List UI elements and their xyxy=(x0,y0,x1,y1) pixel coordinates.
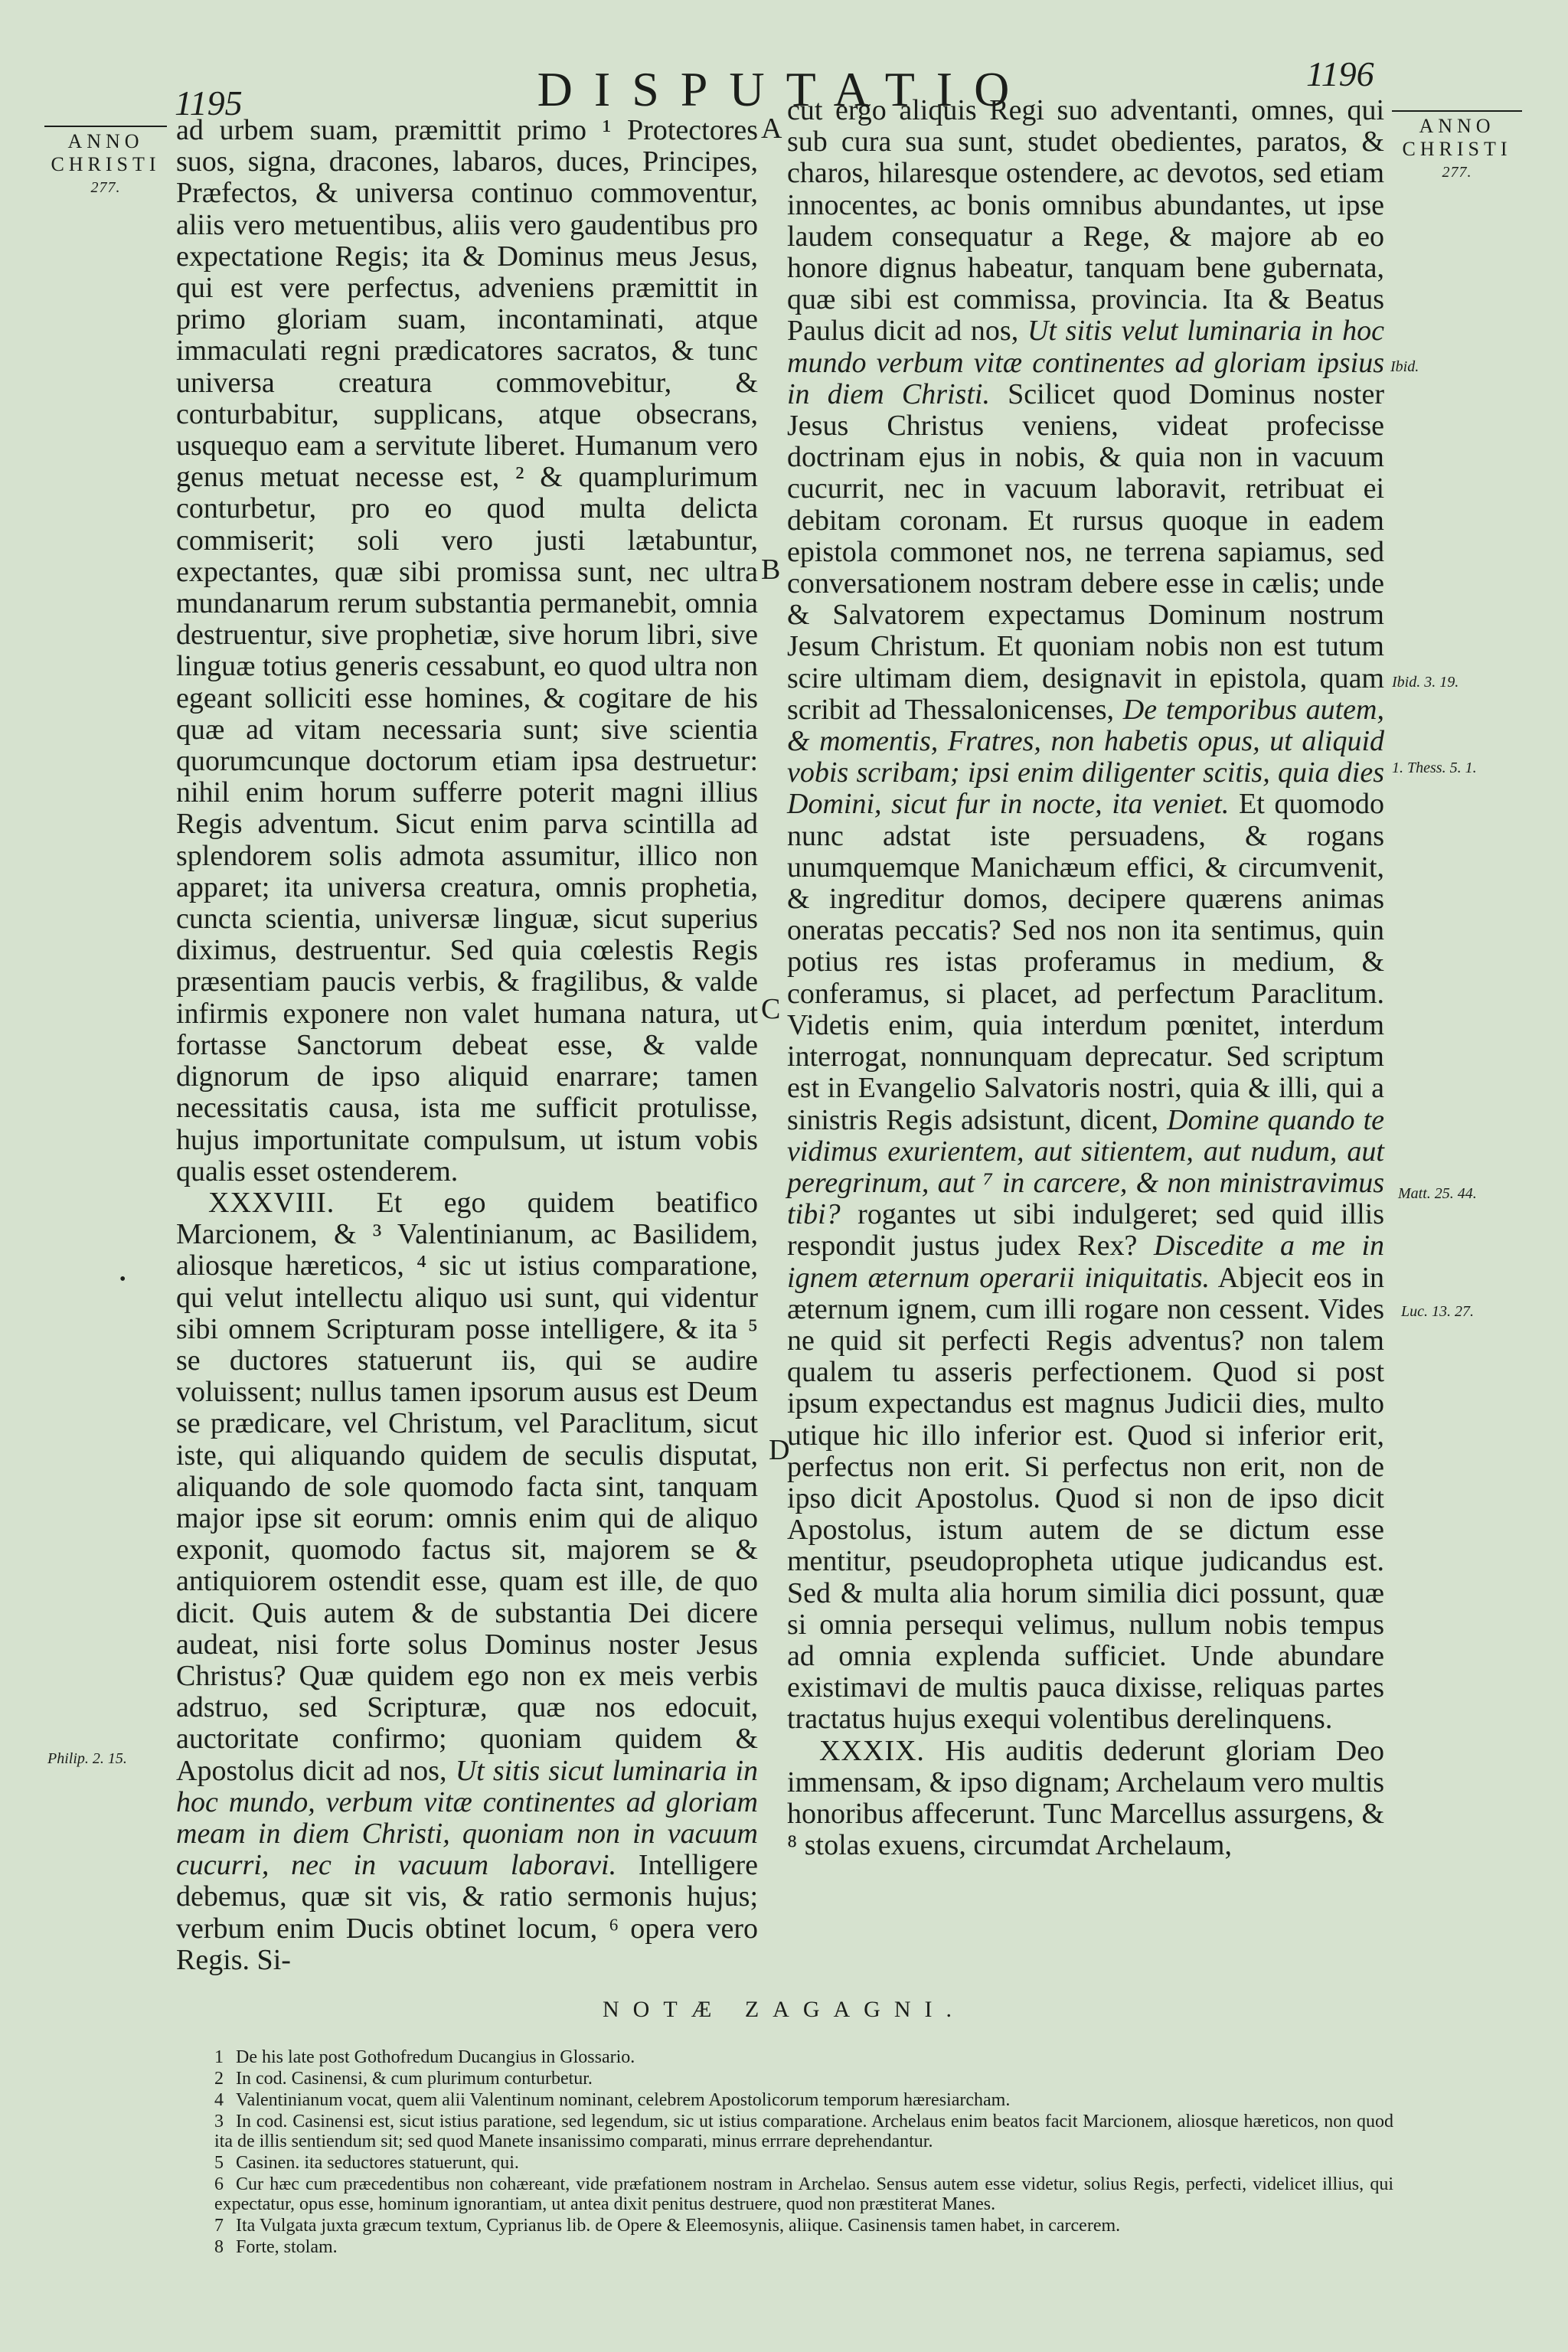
scripture-quote: De temporibus autem, & momentis, Fratres, non habetis opus, ut aliquid vobis scribam; ipsi enim diligenter scitis, quia dies Domini, sicut fur in nocte, ita veniet. xyxy=(787,693,1384,821)
anno-christi-right xyxy=(1392,110,1522,184)
text: Et quomodo nunc adstat iste persuadens, & rogans unumquemque Manichæum effici, & circumvenit, & ingreditur domos, decipere quærens animas oneratas peccatis? Sed nos non ita sentimus, quin potius res istas proferamus in medium, & conferamus, si placet, ad perfectum Paraclitum. Videtis enim, quia interdum pœnitet, interdum interrogat, nonnunquam deprecatur. Sed scriptum est in Evangelio Salvatoris nostri, quia & illi, qui a sinistris Regis adsistunt, dicent, xyxy=(787,788,1384,1136)
margin-reference: Ibid. xyxy=(1390,358,1419,375)
margin-reference: Matt. 25. 44. xyxy=(1398,1185,1477,1202)
anno-year: 277. xyxy=(90,179,121,196)
paragraph xyxy=(787,95,1384,1736)
margin-reference: Luc. 13. 27. xyxy=(1401,1303,1474,1320)
scripture-quote: Discedite a me in ignem æternum operarii iniquitatis. xyxy=(787,1230,1385,1294)
footnote-number: 7 xyxy=(214,2216,224,2236)
left-column xyxy=(176,115,758,1976)
footnote xyxy=(214,2174,1393,2214)
anno-year: 277. xyxy=(1442,164,1472,181)
footnote-number: 2 xyxy=(214,2069,224,2089)
christi-label: CHRISTI xyxy=(1402,138,1512,160)
footnote-text: In cod. Casinensi est, sicut istius paratione, sed legendum, sic ut istius comparatione. Archelaus enim beatos facit Marcionem, aliosque hæreticos, non quod ita de illis sentiendum sit; sed quod Manete insanissimo comparati, minus errrare deprehendantur. xyxy=(214,2112,1393,2151)
right-column xyxy=(787,95,1384,1861)
text: Scilicet quod Dominus noster Jesus Christus veniens, videat profecisse doctrinam ejus in nobis, & quia non in vacuum cucurrit, nec in vacuum laboravit, retribuat ei debitam coronam. Et rursus quoque in eadem epistola commonet nos, ne terrena sapiamus, sed conversationem nostram debere esse in cælis; unde & Salvatorem expectamus Dominum nostrum Jesum Christum. Et quoniam nobis non est tutum scire ultimam diem, designavit in epistola, quam scribit ad Thessalonicenses, xyxy=(787,377,1384,726)
footnote xyxy=(214,2090,1393,2110)
footnote xyxy=(214,2216,1393,2236)
margin-reference: Ibid. 3. 19. xyxy=(1392,674,1459,691)
scripture-quote: Domine quando te vidimus exurientem, aut sitientem, aut nudum, aut peregrinum, aut ⁷ in carcere, & non ministravimus tibi? xyxy=(787,1103,1385,1231)
footnote-text: De his late post Gothofredum Ducangius in Glossario. xyxy=(236,2047,635,2067)
footnotes xyxy=(214,2047,1393,2259)
margin-bullet: • xyxy=(119,1269,126,1289)
footnote xyxy=(214,2069,1393,2089)
text: cut ergo aliquis Regi suo adventanti, omnes, qui sub cura sua sunt, studet obedientes, paratos, & charos, hilaresque ostendere, ac devotos, sed etiam innocentes, ac bonis omnibus abundantes, ut ipse laudem consequatur a Rege, & majore ab eo honore dignus habeatur, tanquam bene gubernata, quæ sibi est commissa, provincia. Ita & Beatus Paulus dicit ad nos, xyxy=(787,94,1384,348)
footnote xyxy=(214,2112,1393,2151)
section-letter-c: C xyxy=(761,993,781,1025)
section-39 xyxy=(787,1736,1384,1862)
christi-label: CHRISTI xyxy=(51,153,161,175)
text: Intelligere debemus, quæ sit vis, & ratio sermonis hujus; verbum enim Ducis obtinet locum, ⁶ opera vero Regis. Si- xyxy=(176,1849,758,1976)
page-number-right: 1196 xyxy=(1306,54,1374,93)
page-title: DISPUTATIO xyxy=(537,62,1031,116)
section-38 xyxy=(176,1187,758,1976)
page-number-left: 1195 xyxy=(175,83,243,122)
footnote-text: Ita Vulgata juxta græcum textum, Cyprianus lib. de Opere & Eleemosynis, aliique. Casinensis tamen habet, in carcerem. xyxy=(236,2216,1121,2236)
paragraph: ad urbem suam, præmittit primo ¹ Protectores suos, signa, dracones, labaros, duces, Principes, Præfectos, & universa continuo commoventur, aliis vero metuentibus, aliis vero gaudentibus pro expectatione Regis; ita & Dominus meus Jesus, qui est vere perfectus, adveniens præmittit in primo gloriam suam, incontaminati, atque immaculati regni prædicatores sacratos, & tunc universa creatura commovebitur, & conturbabitur, supplicans, atque obsecrans, usquequo eam a servitute liberet. Humanum vero genus metuat necesse est, ² & quamplurimum conturbetur, pro eo quod multa delicta commiserit; soli vero justi lætabuntur, expectantes, quæ sibi promissa sunt, nec ultra mundanarum rerum substantia permanebit, omnia destruentur, sive prophetiæ, sive horum libri, sive linguæ totius generis cessabunt, eo quod ultra non egeant solliciti esse homines, & cogitare de his quæ ad vitam necessaria sunt; sive scientia quorumcunque doctorum etiam ipsa destruetur: nihil enim horum sufferre poterit magni illius Regis adventum. Sicut enim parva scintilla ad splendorem solis admota assumitur, illico non apparet; ita universa creatura, omnis prophetia, cuncta scientia, universæ linguæ, sicut superius diximus, destruentur. Sed quia cœlestis Regis præsentiam paucis verbis, & fragilibus, & valde infirmis exponere non valet humana natura, ut fortasse Sanctorum debeat esse, & valde dignorum de ipso aliquid enarrare; tamen necessitatis causa, ista me sufficit protulisse, hujus importunitate compulsum, ut istum vobis qualis esset ostenderem. xyxy=(176,114,758,1187)
anno-label: ANNO xyxy=(44,126,167,153)
text: His auditis dederunt gloriam Deo immensam, & ipso dignam; Archelaum vero multis honoribus affecerunt. Tunc Marcellus assurgens, & ⁸ stolas exuens, circumdat Archelaum, xyxy=(787,1734,1385,1862)
footnote-number: 8 xyxy=(214,2237,224,2257)
footnote xyxy=(214,2237,1393,2257)
footnote-text: Cur hæc cum præcedentibus non cohæreant, vide præfationem nostram in Archelao. Sensus autem esse videtur, solius Regis, perfecti, videlicet illius, qui expectatur, opus esse, hominum ignorantiam, ut antea dixit penitus destruere, quod non præstiterat Manes. xyxy=(214,2174,1393,2214)
footnote-number: 6 xyxy=(214,2174,224,2194)
footnote xyxy=(214,2153,1393,2173)
footnote-text: In cod. Casinensi, & cum plurimum conturbetur. xyxy=(236,2069,593,2089)
text: Et ego quidem beatifico Marcionem, & ³ Valentinianum, ac Basilidem, aliosque hæreticos, ⁴ sic ut istius comparatione, qui velut intellectu aliquo usi sunt, qui videntur sibi omnem Scripturam posse intelligere, & ita ⁵ se ductores statuerunt iis, qui se audire voluissent; nullus tamen ipsorum ausus est Deum se prædicare, vel Christum, vel Paraclitum, sicut iste, qui aliquando quidem de seculis disputat, aliquando de sole quomodo facta sint, tanquam major ipse sit eorum: omnis enim qui de aliquo exponit, quomodo factus sit, majorem se & antiquiorem ostendit esse, quam est ille, de quo dicit. Quis autem & de substantia Dei dicere audeat, nisi forte solus Dominus noster Jesus Christus? Quæ quidem ego non ex meis verbis adstruo, sed Scripturæ, quæ nos edocuit, auctoritate confirmo; quoniam quidem & Apostolus dicit ad nos, xyxy=(176,1186,759,1787)
footnote xyxy=(214,2047,1393,2067)
footnote-number: 3 xyxy=(214,2112,224,2132)
footnote-text: Forte, stolam. xyxy=(236,2237,338,2257)
margin-reference: 1. Thess. 5. 1. xyxy=(1392,760,1477,776)
section-number: XXXVIII. xyxy=(208,1186,335,1219)
footnote-number: 4 xyxy=(214,2090,224,2110)
scripture-quote: Ut sitis velut luminaria in hoc mundo verbum vitæ continentes ad gloriam ipsius in diem Christi. xyxy=(787,315,1384,410)
footnote-text: Casinen. ita seductores statuerunt, qui. xyxy=(236,2153,519,2173)
section-letter-a: A xyxy=(761,113,782,145)
text: rogantes ut sibi indulgeret; sed quid illis respondit justus judex Rex? xyxy=(787,1198,1384,1263)
section-letter-d: D xyxy=(769,1434,790,1466)
footnote-text: Valentinianum vocat, quem alii Valentinum nominant, celebrem Apostolicorum temporum hæresiarcham. xyxy=(236,2090,1011,2110)
footnote-number: 1 xyxy=(214,2047,224,2067)
notes-title: NOTÆ ZAGAGNI. xyxy=(603,1997,965,2022)
section-number: XXXIX. xyxy=(819,1734,925,1767)
section-letter-b: B xyxy=(761,554,781,586)
scripture-quote: Ut sitis sicut luminaria in hoc mundo, verbum vitæ continentes ad gloriam meam in diem Christi, quoniam non in vacuum cucurri, nec in vacuum laboravi. xyxy=(176,1754,759,1882)
footnote-number: 5 xyxy=(214,2153,224,2173)
text: Abjecit eos in æternum ignem, cum illi rogare non cessent. Vides ne quid sit perfecti Regis adventus? non talem qualem tu asseris perfectionem. Quod si post ipsum expectandus est magnus Judicii dies, multo utique hic illo inferior est. Quod si inferior erit, perfectus non erit. Si perfectus non erit, non de ipso dicit Apostolus. Quod si non de ipso dicit Apostolus, istum autem de se dictum esse mentitur, pseudopropheta utique judicandus est. Sed & multa alia horum similia dici possunt, quæ si omnia persequi velimus, nullum nobis tempus ad omnia explenda sufficiet. Unde abundare existimavi de multis pauca dixisse, reliquas partes tractatus hujus exequi volentibus derelinquens. xyxy=(787,1261,1385,1736)
anno-christi-left xyxy=(44,126,167,199)
margin-reference: Philip. 2. 15. xyxy=(47,1750,127,1767)
anno-label: ANNO xyxy=(1392,110,1522,138)
